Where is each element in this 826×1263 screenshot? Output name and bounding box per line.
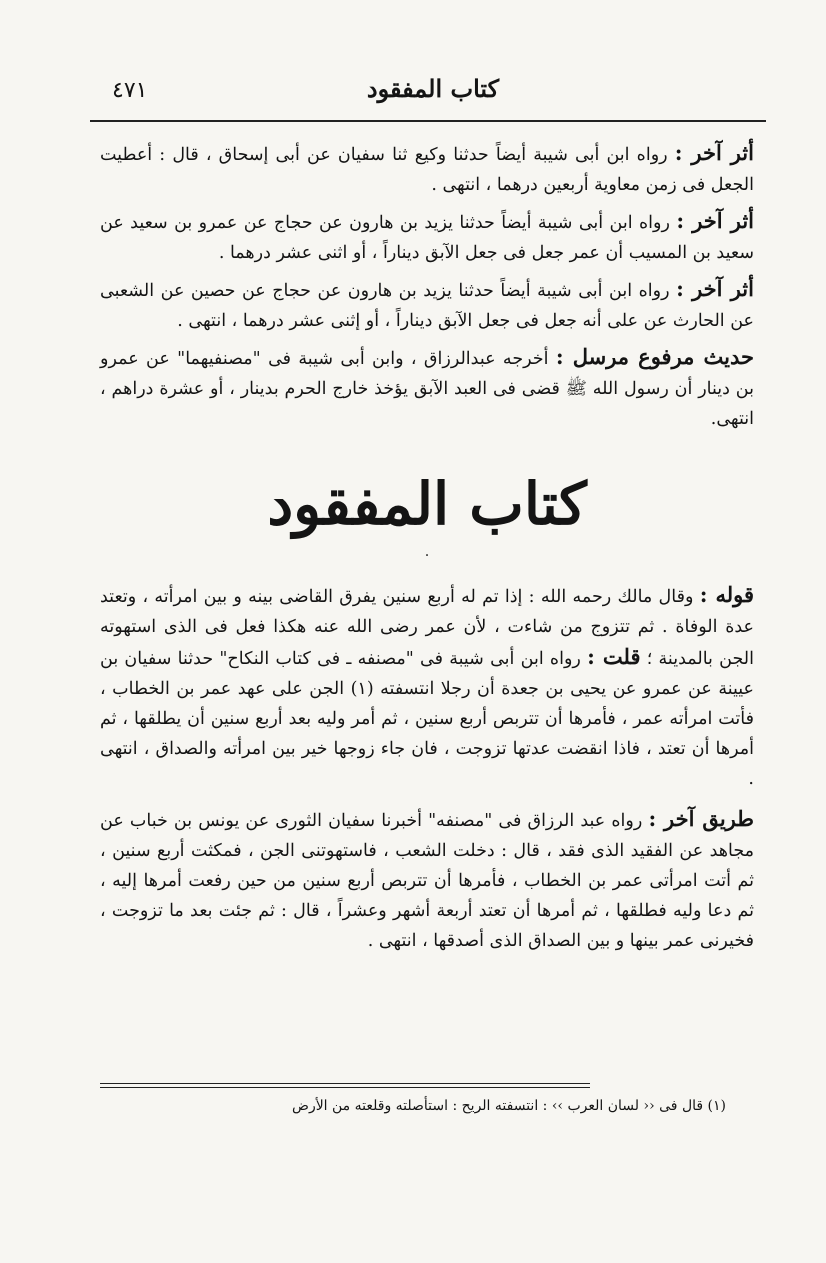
header-rule xyxy=(90,120,766,122)
paragraph-text: وقال مالك رحمه الله : إذا تم له أربع سنين يفرق القاضى بينه و بين امرأته ، وتعتد عدة الوفاة . ثم تتزوج من شاءت ، لأن عمر رضى الله عنه هكذا فعل فى الذى استهوته الجن بالمدينة ؛ xyxy=(100,587,754,669)
page-header xyxy=(100,72,766,112)
paragraph-tariq xyxy=(100,804,754,956)
page-number: ٤٧١ xyxy=(112,78,148,103)
page-body xyxy=(100,138,754,962)
paragraph-text: رواه ابن أبى شيبة أيضاً حدثنا يزيد بن هارون عن حجاج عن عمرو بن سعيد عن سعيد بن المسيب أن عمر جعل فى جعل الآبق ديناراً ، أو اثنى عشر درهما . xyxy=(100,213,754,263)
paragraph-text: رواه ابن أبى شيبة فى "مصنفه ـ فى كتاب النكاح" حدثنا سفيان بن عيينة عن عمرو عن يحيى بن جعدة أن رجلا انتسفته (١) الجن على عهد عمر بن الخطاب ، فأتت امرأته عمر ، فأمرها أن تتربص أربع سنين ، ثم أمر وليه بعد أربع سنين أن يطلقها ، ثم أمرها أن تعتد ، فاذا انقضت عدتها تزوجت ، فان جاء زوجها خير بين امرأته والصداق ، انتهى . xyxy=(100,649,754,789)
footnote-rule xyxy=(100,1083,590,1084)
paragraph-athar-1 xyxy=(100,138,754,200)
ornament-dot: ٠ xyxy=(423,547,431,563)
footnote: (١) قال فى ‹‹ لسان العرب ›› : انتسفته الريح : استأصلته وقلعته من الأرض xyxy=(292,1098,726,1114)
paragraph-text: أخرجه عبدالرزاق ، وابن أبى شيبة فى "مصنفيهما" عن عمرو بن دينار أن رسول الله ﷺ قضى فى العبد الآبق يؤخذ خارج الحرم بدينار ، أو عشرة دراهم ، انتهى. xyxy=(100,349,754,429)
running-title: كتاب المفقود xyxy=(366,74,500,103)
chapter-title: كتاب المفقود xyxy=(267,470,587,538)
paragraph-lead: حديث مرفوع مرسل : xyxy=(555,344,754,369)
paragraph-lead: طريق آخر : xyxy=(648,806,754,831)
paragraph-lead: قلت : xyxy=(587,644,641,669)
footnote-rule xyxy=(100,1087,590,1088)
paragraph-qawluhu xyxy=(100,580,754,794)
paragraph-athar-2 xyxy=(100,206,754,268)
paragraph-hadith xyxy=(100,342,754,434)
paragraph-lead: أثر آخر : xyxy=(676,208,754,233)
paragraph-lead: أثر آخر : xyxy=(676,276,754,301)
paragraph-lead: قوله : xyxy=(699,582,754,607)
paragraph-athar-3 xyxy=(100,274,754,336)
paragraph-text: رواه عبد الرزاق فى "مصنفه" أخبرنا سفيان الثورى عن يونس بن خباب عن مجاهد عن الفقيد الذى فقد ، قال : دخلت الشعب ، فاستهوتنى الجن ، فمكثت أربع سنين ، ثم أتت امرأتى عمر بن الخطاب ، فأمرها أن تتربص أربع سنين من حين رفعت أمرها إليه ، ثم دعا وليه فطلقها ، ثم أمرها أن تعتد أربعة أشهر وعشراً ، قال : ثم جئت بعد ما تزوجت ، فخيرنى عمر بينها و بين الصداق الذى أصدقها ، انتهى . xyxy=(100,811,754,951)
paragraph-text: رواه ابن أبى شيبة أيضاً حدثنا وكيع ثنا سفيان عن أبى إسحاق ، قال : أعطيت الجعل فى زمن معاوية أربعين درهما ، انتهى . xyxy=(100,145,754,195)
paragraph-lead: أثر آخر : xyxy=(674,140,754,165)
paragraph-text: رواه ابن أبى شيبة أيضاً حدثنا يزيد بن هارون عن حجاج عن حصين عن الشعبى عن الحارث عن على أنه جعل فى جعل الآبق ديناراً ، أو إثنى عشر درهما ، انتهى . xyxy=(100,281,754,331)
